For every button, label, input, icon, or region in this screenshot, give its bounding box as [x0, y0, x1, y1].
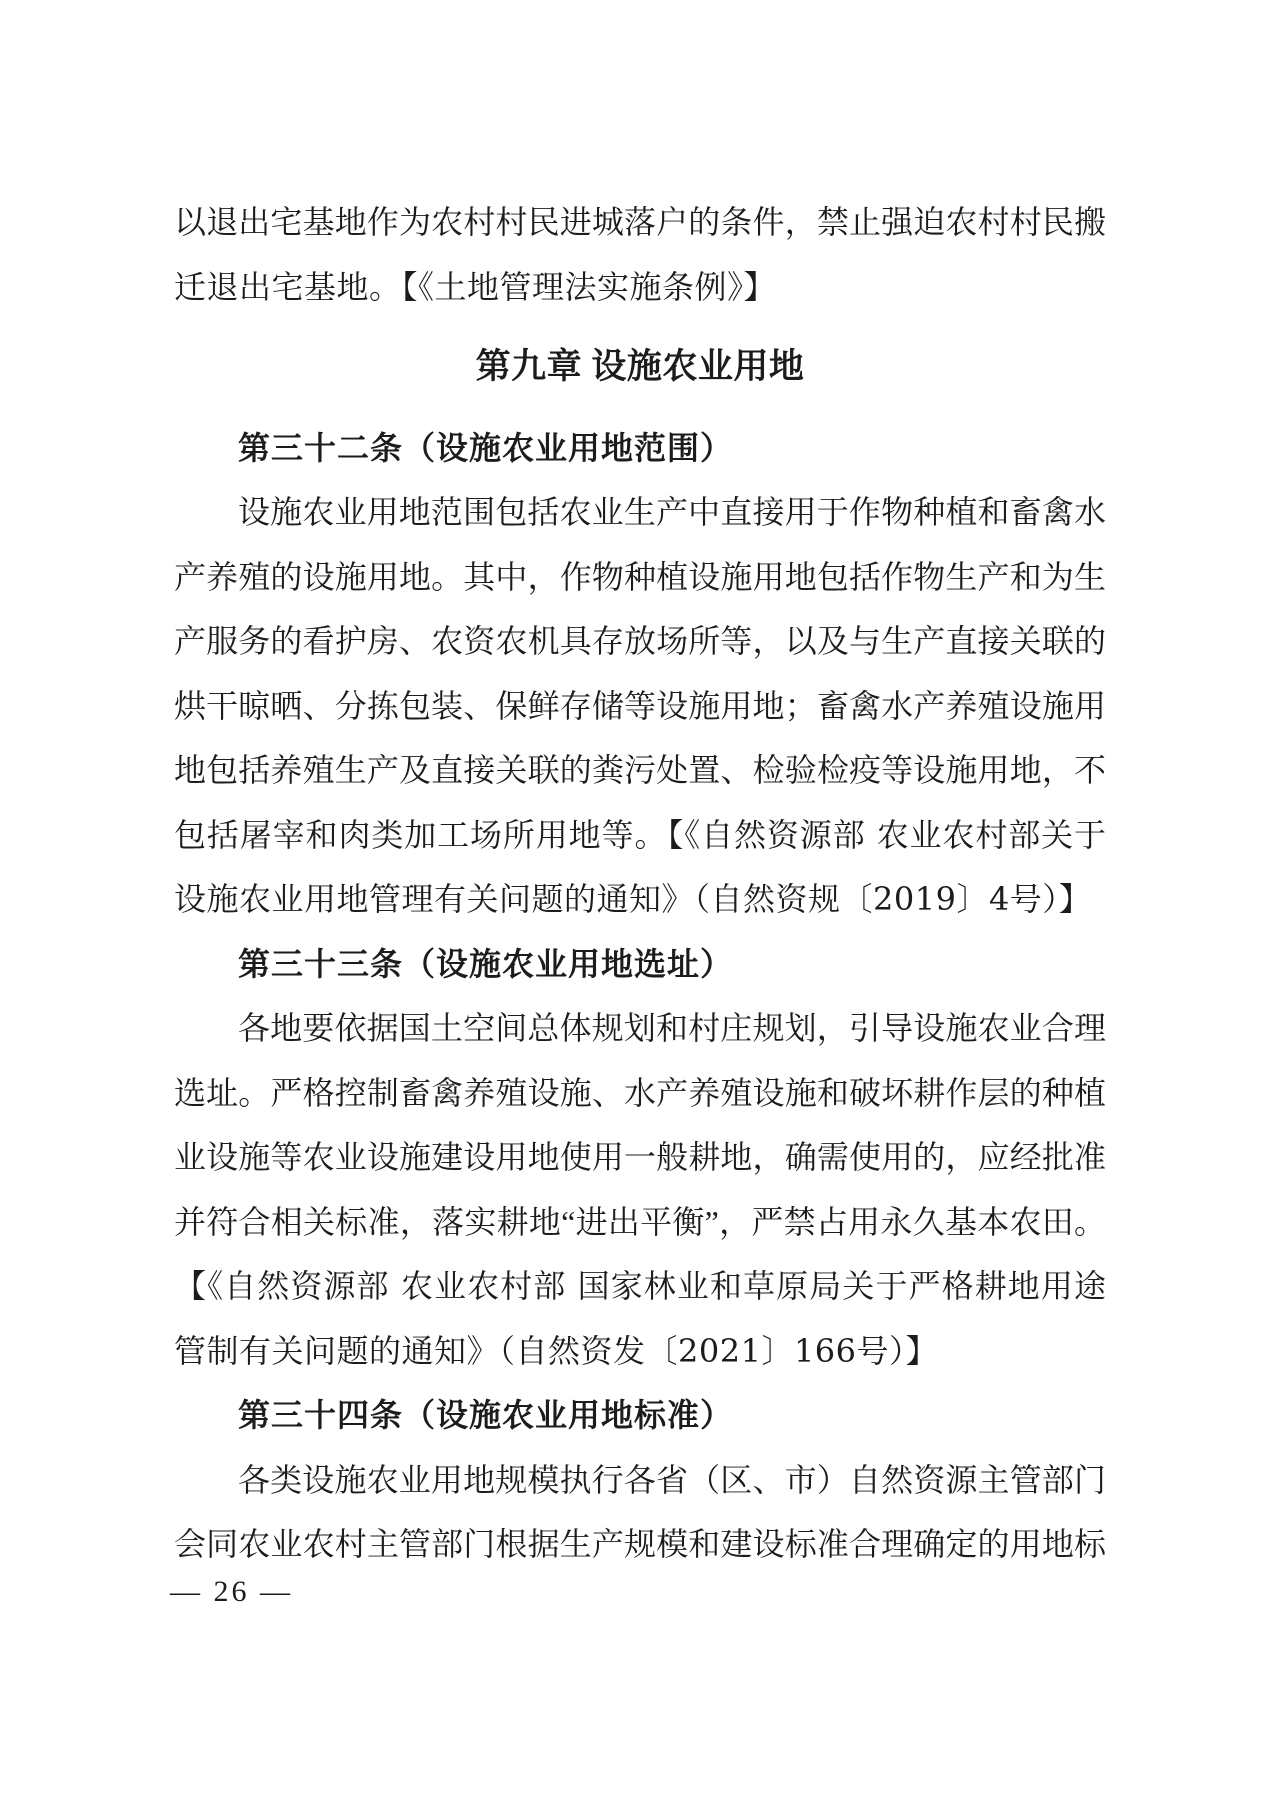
text-line: [174, 803, 1106, 868]
body-text: 设施农业用地范围包括农业生产中直接用于作物种植和畜禽水: [238, 494, 1106, 530]
body-text: 各地要依据国土空间总体规划和村庄规划，引导设施农业合理: [238, 1010, 1106, 1046]
text-line: [174, 1190, 1106, 1255]
text-line: [174, 1448, 1106, 1513]
section-heading: [174, 932, 1106, 997]
text-line: [174, 255, 1106, 320]
citation-text: 【《自然资源部 农业农村部 国家林业和草原局关于严格耕地用途: [174, 1267, 1106, 1305]
text-line: [174, 1061, 1106, 1126]
text-line: [174, 1512, 1106, 1577]
document-body: [174, 190, 1106, 1577]
page-number: — 26 —: [170, 1575, 293, 1608]
text-line: [174, 609, 1106, 674]
citation-text: 【《土地管理法实施条例》】: [401, 267, 777, 306]
body-text: 产服务的看护房、农资农机具存放场所等，以及与生产直接关联的: [174, 623, 1106, 659]
heading-text: 第三十四条（设施农业用地标准）: [238, 1397, 734, 1433]
text-line: [174, 545, 1106, 610]
body-text: 选址。严格控制畜禽养殖设施、水产养殖设施和破坏耕作层的种植: [174, 1074, 1106, 1111]
heading-text: 第九章 设施农业用地: [475, 347, 805, 386]
text-line: [174, 1125, 1106, 1190]
chapter-heading: [174, 335, 1106, 400]
body-text: 会同农业农村主管部门根据生产规模和建设标准合理确定的用地标: [174, 1526, 1106, 1562]
text-line: [174, 738, 1106, 803]
heading-text: 第三十二条（设施农业用地范围）: [238, 429, 734, 466]
section-heading: [174, 416, 1106, 481]
citation-text: 【《自然资源部 农业农村部关于: [667, 815, 1106, 854]
body-text: 地包括养殖生产及直接关联的粪污处置、检验检疫等设施用地，不: [174, 752, 1106, 788]
body-text: 烘干晾晒、分拣包装、保鲜存储等设施用地；畜禽水产养殖设施用: [174, 687, 1106, 724]
text-line: [174, 867, 1106, 932]
body-text: 业设施等农业设施建设用地使用一般耕地，确需使用的，应经批准: [174, 1139, 1106, 1175]
citation-text: 管制有关问题的通知》（自然资发〔2021〕166号）】: [174, 1331, 939, 1370]
text-line: [174, 674, 1106, 739]
heading-text: 第三十三条（设施农业用地选址）: [238, 945, 734, 982]
section-heading: [174, 1383, 1106, 1448]
text-line: [174, 996, 1106, 1061]
body-text: 迁退出宅基地。: [174, 268, 402, 305]
text-line: [174, 1254, 1106, 1319]
body-text: 产养殖的设施用地。其中，作物种植设施用地包括作物生产和为生: [174, 558, 1106, 595]
text-line: [174, 190, 1106, 255]
body-text: 各类设施农业用地规模执行各省（区、市）自然资源主管部门: [238, 1461, 1106, 1498]
body-text: 并符合相关标准，落实耕地“进出平衡”，严禁占用永久基本农田。: [174, 1203, 1106, 1240]
text-line: [174, 480, 1106, 545]
text-line: [174, 1319, 1106, 1384]
body-text: 包括屠宰和肉类加工场所用地等。: [174, 816, 668, 853]
citation-text: 设施农业用地管理有关问题的通知》（自然资规〔2019〕4号）】: [174, 880, 1092, 918]
body-text: 以退出宅基地作为农村村民进城落户的条件，禁止强迫农村村民搬: [174, 204, 1106, 240]
